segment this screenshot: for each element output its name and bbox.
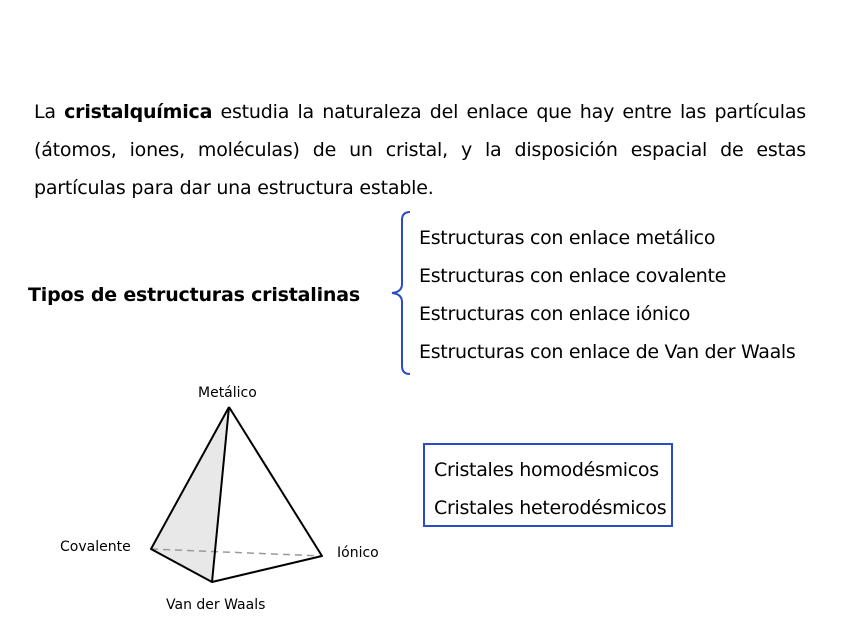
cristales-heterodesmicos: Cristales heterodésmicos xyxy=(434,497,667,519)
tipo-ionico: Estructuras con enlace iónico xyxy=(419,303,691,325)
tipo-van-der-waals: Estructuras con enlace de Van der Waals xyxy=(419,341,796,363)
vertex-label-ionico: Iónico xyxy=(337,545,379,561)
tipos-list xyxy=(419,220,796,372)
curly-brace-icon xyxy=(388,210,412,376)
intro-rest: estudia la naturaleza del enlace que hay entre las partículas (átomos, iones, moléculas) de un cristal, y la disposición espacial de estas partículas para dar una estructura estable. xyxy=(34,101,806,199)
tipo-covalente: Estructuras con enlace covalente xyxy=(419,265,727,287)
intro-prefix: La xyxy=(34,101,65,123)
vertex-label-covalente: Covalente xyxy=(60,539,131,555)
tetrahedron-diagram xyxy=(50,380,410,620)
tipo-metalico: Estructuras con enlace metálico xyxy=(419,227,716,249)
cristales-homodesmicos: Cristales homodésmicos xyxy=(434,459,659,481)
tipos-title: Tipos de estructuras cristalinas xyxy=(28,284,360,306)
vertex-label-metalico: Metálico xyxy=(198,385,257,401)
intro-term: cristalquímica xyxy=(64,101,213,123)
intro-paragraph xyxy=(34,93,806,207)
vertex-label-van-der-waals: Van der Waals xyxy=(166,597,266,613)
cristales-box xyxy=(423,443,673,527)
